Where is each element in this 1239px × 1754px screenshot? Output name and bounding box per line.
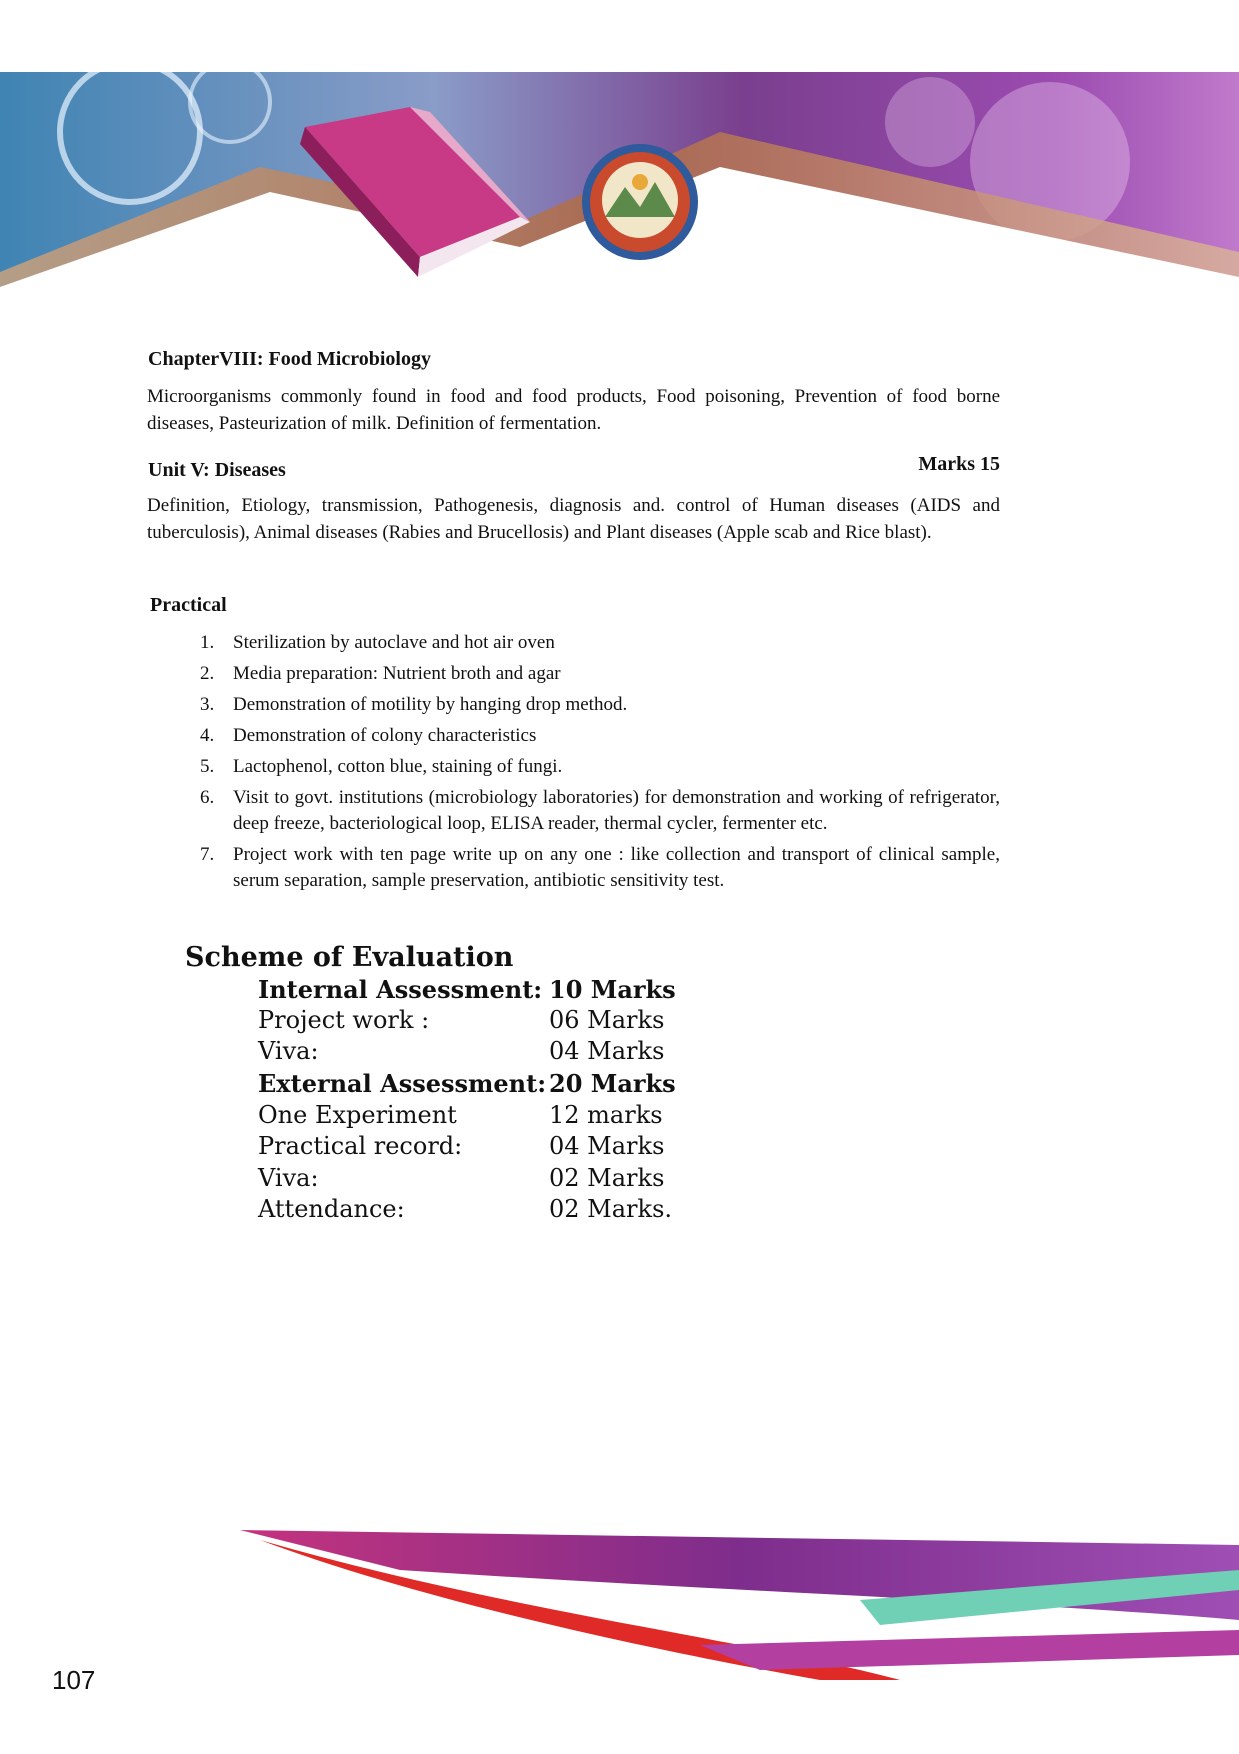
list-item: 3. Demonstration of motility by hanging drop method. bbox=[200, 694, 628, 715]
list-item: 7. Project work with ten page write up on any one : like collection and transport of clinical sample, serum separation, sample preservation, antibiotic sensitivity test. bbox=[200, 844, 1000, 891]
list-item: 5. Lactophenol, cotton blue, staining of fungi. bbox=[200, 756, 563, 777]
scheme-row: Viva: 02 Marks bbox=[258, 1164, 665, 1192]
scheme-row: Practical record: 04 Marks bbox=[258, 1132, 665, 1160]
unit-title: Unit V: Diseases bbox=[148, 459, 286, 481]
scheme-row: External Assessment: 20 Marks bbox=[258, 1069, 676, 1098]
scheme-row: Viva: 04 Marks bbox=[258, 1037, 665, 1065]
list-item: 6. Visit to govt. institutions (microbiology laboratories) for demonstration and working of refrigerator, deep freeze, bacteriological loop, ELISA reader, thermal cycler, fermenter etc. bbox=[200, 787, 1000, 834]
scheme-row: Internal Assessment: 10 Marks bbox=[258, 975, 676, 1004]
practical-title: Practical bbox=[150, 594, 227, 616]
list-item: 4. Demonstration of colony characteristics bbox=[200, 725, 537, 746]
scheme-row: Attendance: 02 Marks. bbox=[258, 1195, 673, 1223]
unit-marks: Marks 15 bbox=[918, 453, 1000, 475]
header-banner bbox=[0, 72, 1239, 307]
page-number: 107 bbox=[52, 1665, 96, 1695]
list-item: 2. Media preparation: Nutrient broth and agar bbox=[200, 663, 561, 684]
scheme-row: Project work : 06 Marks bbox=[258, 1006, 665, 1034]
footer-banner bbox=[0, 1530, 1239, 1680]
board-logo bbox=[582, 144, 698, 260]
chapter-title: ChapterVIII: Food Microbiology bbox=[148, 348, 431, 370]
scheme-row: One Experiment 12 marks bbox=[258, 1101, 663, 1129]
unit-text: Definition, Etiology, transmission, Pathogenesis, diagnosis and. control of Human diseases (AIDS and tuberculosis), Animal diseases (Rabies and Brucellosis) and Plant diseases (Apple scab and Rice blast). bbox=[147, 495, 1000, 543]
list-item: 1. Sterilization by autoclave and hot air oven bbox=[200, 632, 555, 653]
practical-list bbox=[190, 630, 1000, 899]
scheme-title: Scheme of Evaluation bbox=[185, 942, 514, 973]
chapter-text: Microorganisms commonly found in food and food products, Food poisoning, Prevention of food borne diseases, Pasteurization of milk. Definition of fermentation. bbox=[147, 386, 1000, 434]
